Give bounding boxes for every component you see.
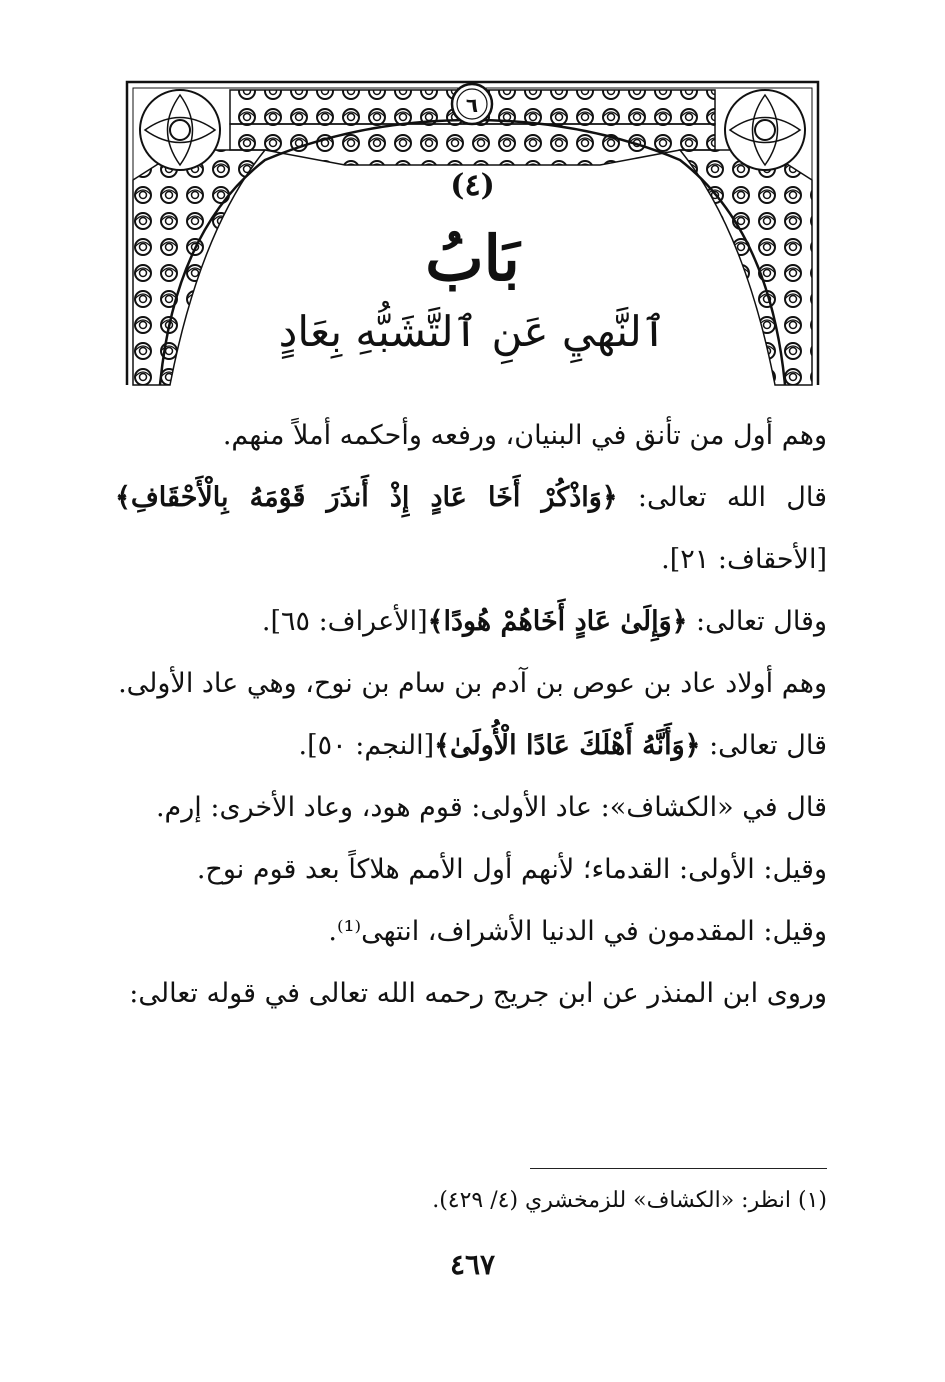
left-corner-rosette [140,90,220,170]
paragraph-6: قال في «الكشاف»: عاد الأولى: قوم هود، وعاد الأخرى: إرم. [155,792,827,823]
ornament-number: ٦ [465,93,479,117]
paragraph-8: وقيل: المقدمون في الدنيا الأشراف، انتهى⁽¹⁾. [328,916,827,947]
chapter-subtitle: ٱلنَّهيِ عَنِ ٱلتَّشَبُّهِ بِعَادٍ [278,307,667,356]
right-corner-rosette [725,90,805,170]
paragraph-1: وهم أول من تأنق في البنيان، ورفعه وأحكمه أملاً منهم. [222,420,827,451]
paragraph-5 [115,715,827,777]
verse-reference-najm: [النجم: ٥٠]. [298,730,435,761]
paragraph-7: وقيل: الأولى: القدماء؛ لأنهم أول الأمم هلاكاً بعد قوم نوح. [196,854,827,885]
chapter-heading-bab: بَابُ [425,222,520,295]
top-center-medallion [452,84,492,124]
verse-reference-ahqaf: [الأحقاف: ٢١]. [661,544,827,575]
quran-verse-najm: ﴿وَأَنَّهُ أَهْلَكَ عَادًا الْأُولَىٰ﴾ [434,730,701,761]
chapter-number: (٤) [450,168,495,203]
quran-verse-araf: ﴿وَإِلَىٰ عَادٍ أَخَاهُمْ هُودًا﴾ [427,606,688,637]
paragraph-3 [115,591,827,653]
page-number: ٤٦٧ [449,1248,496,1281]
paragraph-5-intro: قال تعالى: [700,730,827,761]
paragraph-3-intro: وقال تعالى: [687,606,827,637]
paragraph-2-intro: قال الله تعالى: [617,482,827,513]
body-text [115,405,827,1025]
quran-verse-ahqaf: ﴿وَاذْكُرْ أَخَا عَادٍ إِذْ أَنذَرَ قَوْمَهُ بِالْأَحْقَافِ﴾ [115,482,618,513]
footnote: (١) انظر: «الكشاف» للزمخشري (٤/ ٤٢٩). [432,1188,827,1213]
paragraph-4: وهم أولاد عاد بن عوص بن آدم بن سام بن نوح، وهي عاد الأولى. [118,668,827,699]
paragraph-9: وروى ابن المنذر عن ابن جريج رحمه الله تعالى في قوله تعالى: [129,978,827,1009]
footnote-divider [530,1168,827,1169]
paragraph-2 [115,467,827,591]
verse-reference-araf: [الأعراف: ٦٥]. [261,606,428,637]
